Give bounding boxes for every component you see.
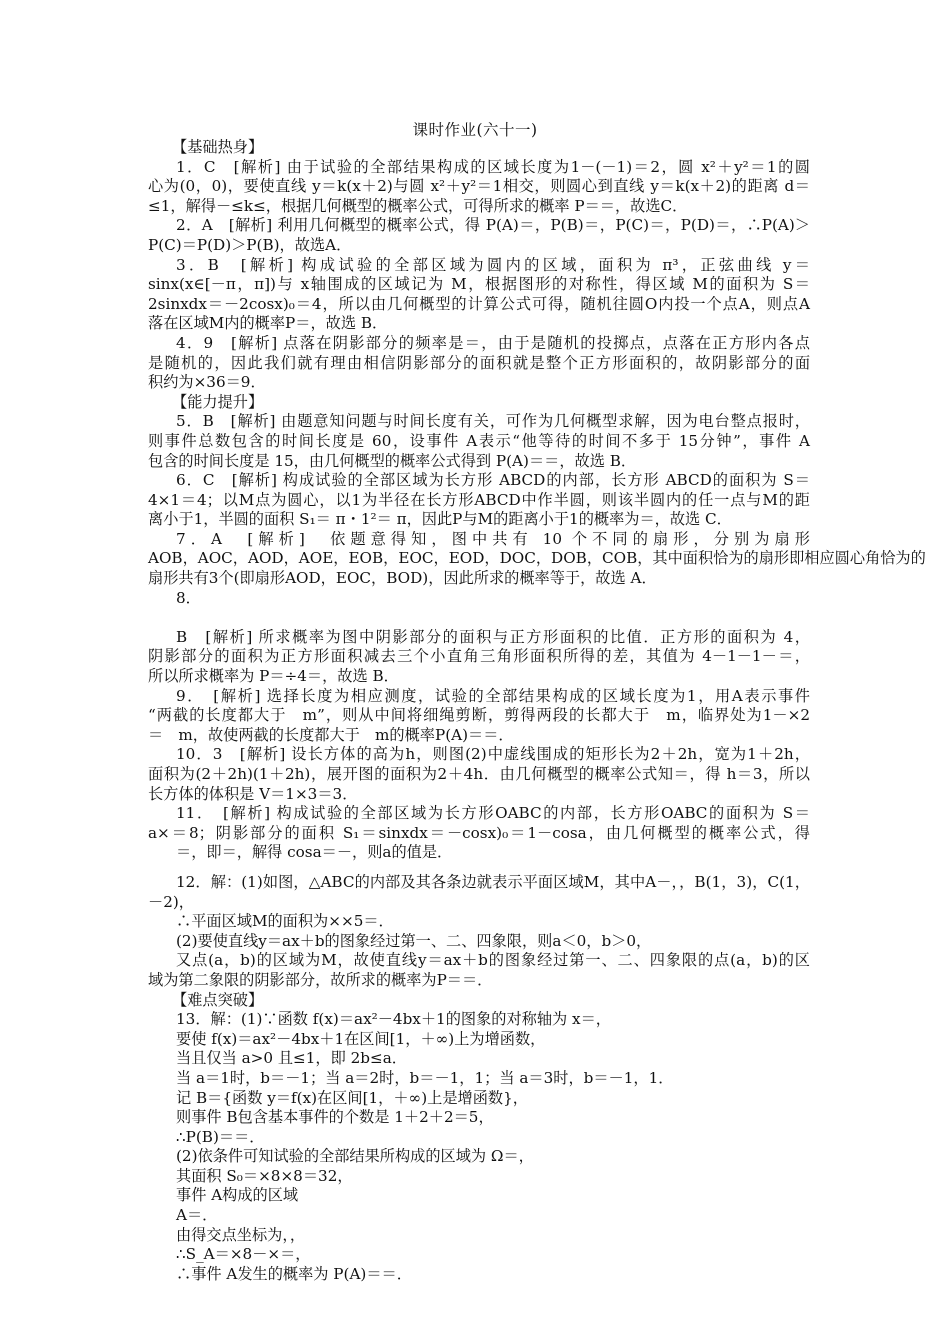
answer-10-line-3: 长方体的体积是 V＝1×3＝3． [148, 784, 358, 803]
answer-10-line-2: 面积为(2＋2h)(1＋2h)，展开图的面积为2＋4h．由几何概型的概率公式知＝，得 h＝3，所以 [148, 765, 810, 783]
answer-2-line-2: P(C)＝P(D)＞P(B)，故选A． [148, 235, 352, 254]
answer-13-line-11: A＝． [176, 1206, 218, 1225]
answer-1-line-3: ≤1，解得－≤k≤，根据几何概型的概率公式，可得所求的概率 P＝＝，故选C． [148, 196, 688, 215]
answer-7-line-3: 扇形共有3个(即扇形AOD，EOC，BOD)，因此所求的概率等于，故选 A． [148, 569, 657, 588]
answer-5-line-3: 包含的时间长度是 15，由几何概型的概率公式得到 P(A)＝＝，故选 B． [148, 451, 637, 470]
figure-gap [148, 608, 810, 628]
answer-5-line-1: 5．B [解析] 由题意知问题与时间长度有关，可作为几何概型求解，因为电台整点报时， [176, 412, 810, 431]
answer-5-line-2: 则事件总数包含的时间长度是 60，设事件 A表示“他等待的时间不多于 15分钟”，事件 A [148, 431, 810, 450]
answer-11-line-1: 11． [解析] 构成试验的全部区域为长方形OABC的内部，长方形OABC的面积为 S＝ [176, 804, 810, 823]
answer-12-line-4: (2)要使直线y＝ax＋b的图象经过第一、二、四象限，则a＜0，b＞0， [176, 931, 652, 950]
answer-13-line-10: 事件 A构成的区域 [176, 1186, 299, 1205]
answer-11-line-2: a×＝8；阴影部分的面积 S₁＝sinxdx＝－cosx)₀＝1－cosa，由几何概型的概率公式，得 [148, 823, 810, 842]
answer-6-line-2: 4×1＝4；以M点为圆心，以1为半径在长方形ABCD中作半圆，则该半圆内的任一点与M的距 [148, 490, 810, 509]
answer-12-line-3: ∴平面区域M的面积为××5＝． [176, 912, 394, 931]
paragraph-gap [148, 863, 810, 873]
answer-12-line-1: 12．解：(1)如图，△ABC的内部及其各条边就表示平面区域M，其中A－，，B(1，3)，C(1， [176, 872, 810, 891]
answer-12-line-5: 又点(a，b)的区域为M，故使直线y＝ax＋b的图象经过第一、二、四象限的点(a，b)的区 [176, 951, 810, 970]
answer-10-line-1: 10．3 [解析] 设长方体的高为h，则图(2)中虚线围成的矩形长为2＋2h，宽为1＋2h， [176, 745, 810, 764]
answer-13-line-2: 要使 f(x)＝ax²－4bx＋1在区间[1，＋∞)上为增函数， [176, 1029, 546, 1048]
page-title: 课时作业(六十一) [412, 121, 538, 139]
answer-3-line-1: 3．B [解析] 构成试验的全部区域为圆内的区域，面积为 π³，正弦曲线 y＝ [176, 255, 810, 274]
answer-13-line-3: 当且仅当 a>0 且≤1，即 2b≤a． [176, 1049, 407, 1068]
answer-9-line-2: “两截的长度都大于 m”，则从中间将细绳剪断，剪得两段的长都大于 m，临界处为1－×2 [148, 706, 810, 725]
answer-8-line-1: 8． [176, 588, 201, 607]
answer-13-line-8: (2)依条件可知试验的全部结果所构成的区域为 Ω＝， [176, 1147, 534, 1166]
answer-9-line-1: 9． [解析] 选择长度为相应测度，试验的全部结果构成的区域长度为1，用A表示事件 [176, 686, 810, 705]
section-heading-basic: 【基础热身】 [172, 138, 264, 156]
answer-8-line-3: 阴影部分的面积为正方形面积减去三个小直角三角形面积所得的差，其值为 4－1－1－＝， [148, 647, 810, 666]
answer-3-line-4: 落在区域M内的概率P＝，故选 B． [148, 314, 388, 333]
answer-13-line-6: 则事件 B包含基本事件的个数是 1＋2＋2＝5， [176, 1108, 494, 1127]
answer-13-line-5: 记 B＝{函数 y＝f(x)在区间[1，＋∞)上是增函数}， [176, 1088, 528, 1107]
document-body [148, 138, 926, 1284]
answer-7-line-1: 7．A [解析] 依题意得知，图中共有 10 个不同的扇形，分别为扇形 [176, 529, 810, 548]
answer-9-line-3: ＝ m，故使两截的长度都大于 m的概率P(A)＝＝． [148, 725, 514, 744]
answer-4-line-3: 积约为×36＝9． [148, 373, 266, 392]
section-heading-hard: 【难点突破】 [172, 990, 264, 1009]
answer-13-line-9: 其面积 S₀＝×8×8＝32， [176, 1166, 353, 1185]
answer-8-line-2: B [解析] 所求概率为图中阴影部分的面积与正方形面积的比值．正方形的面积为 4， [176, 627, 810, 646]
answer-12-line-6: 域为第二象限的阴影部分，故所求的概率为P＝＝． [148, 970, 493, 989]
answer-13-line-4: 当 a＝1时，b＝－1；当 a＝2时，b＝－1，1；当 a＝3时，b＝－1，1． [176, 1068, 674, 1087]
answer-13-line-1: 13．解：(1)∵函数 f(x)＝ax²－4bx＋1的图象的对称轴为 x＝， [176, 1010, 611, 1029]
answer-6-line-1: 6．C [解析] 构成试验的全部区域为长方形 ABCD的内部，长方形 ABCD的面积为 S＝ [176, 471, 810, 490]
answer-13-line-14: ∴事件 A发生的概率为 P(A)＝＝． [176, 1264, 412, 1283]
answer-13-line-12: 由得交点坐标为，， [176, 1225, 306, 1244]
answer-6-line-3: 离小于1，半圆的面积 S₁＝ π・1²＝ π，因此P与M的距离小于1的概率为＝，故选 C． [148, 510, 732, 529]
answer-4-line-1: 4．9 [解析] 点落在阴影部分的频率是＝，由于是随机的投掷点，点落在正方形内各点 [176, 333, 810, 352]
section-heading-ability: 【能力提升】 [172, 392, 264, 411]
answer-8-line-4: 所以所求概率为 P＝÷4＝，故选 B． [148, 667, 399, 686]
answer-3-line-3: 2sinxdx＝－2cosx)₀＝4，所以由几何概型的计算公式可得，随机往圆O内投一个点A，则点A [148, 294, 810, 313]
answer-12-line-2: －2)， [148, 892, 194, 911]
answer-1-line-2: 心为(0，0)，要使直线 y＝k(x＋2)与圆 x²＋y²＝1相交，则圆心到直线 y＝k(x＋2)的距离 d＝ [148, 177, 810, 196]
answer-3-line-2: sinx(x∈[－π，π])与 x轴围成的区域记为 M，根据图形的对称性，得区域 M的面积为 S＝ [148, 275, 810, 294]
answer-4-line-2: 是随机的，因此我们就有理由相信阴影部分的面积就是整个正方形面积的，故阴影部分的面 [148, 353, 810, 372]
answer-1-line-1: 1．C [解析] 由于试验的全部结果构成的区域长度为1－(－1)＝2，圆 x²＋y²＝1的圆 [176, 157, 810, 176]
answer-7-line-2: AOB，AOC，AOD，AOE，EOB，EOC，EOD，DOC，DOB，COB，其中面积恰为的扇形即相应圆心角恰为的 [148, 549, 926, 568]
answer-13-line-7: ∴P(B)＝＝． [176, 1127, 265, 1146]
answer-13-line-13: ∴S_A＝×8－×＝， [176, 1245, 311, 1264]
answer-11-line-3: ＝，即＝，解得 cosa＝－，则a的值是． [176, 843, 453, 862]
answer-2-line-1: 2．A [解析] 利用几何概型的概率公式，得 P(A)＝，P(B)＝，P(C)＝，P(D)＝，∴P(A)＞ [176, 216, 810, 235]
